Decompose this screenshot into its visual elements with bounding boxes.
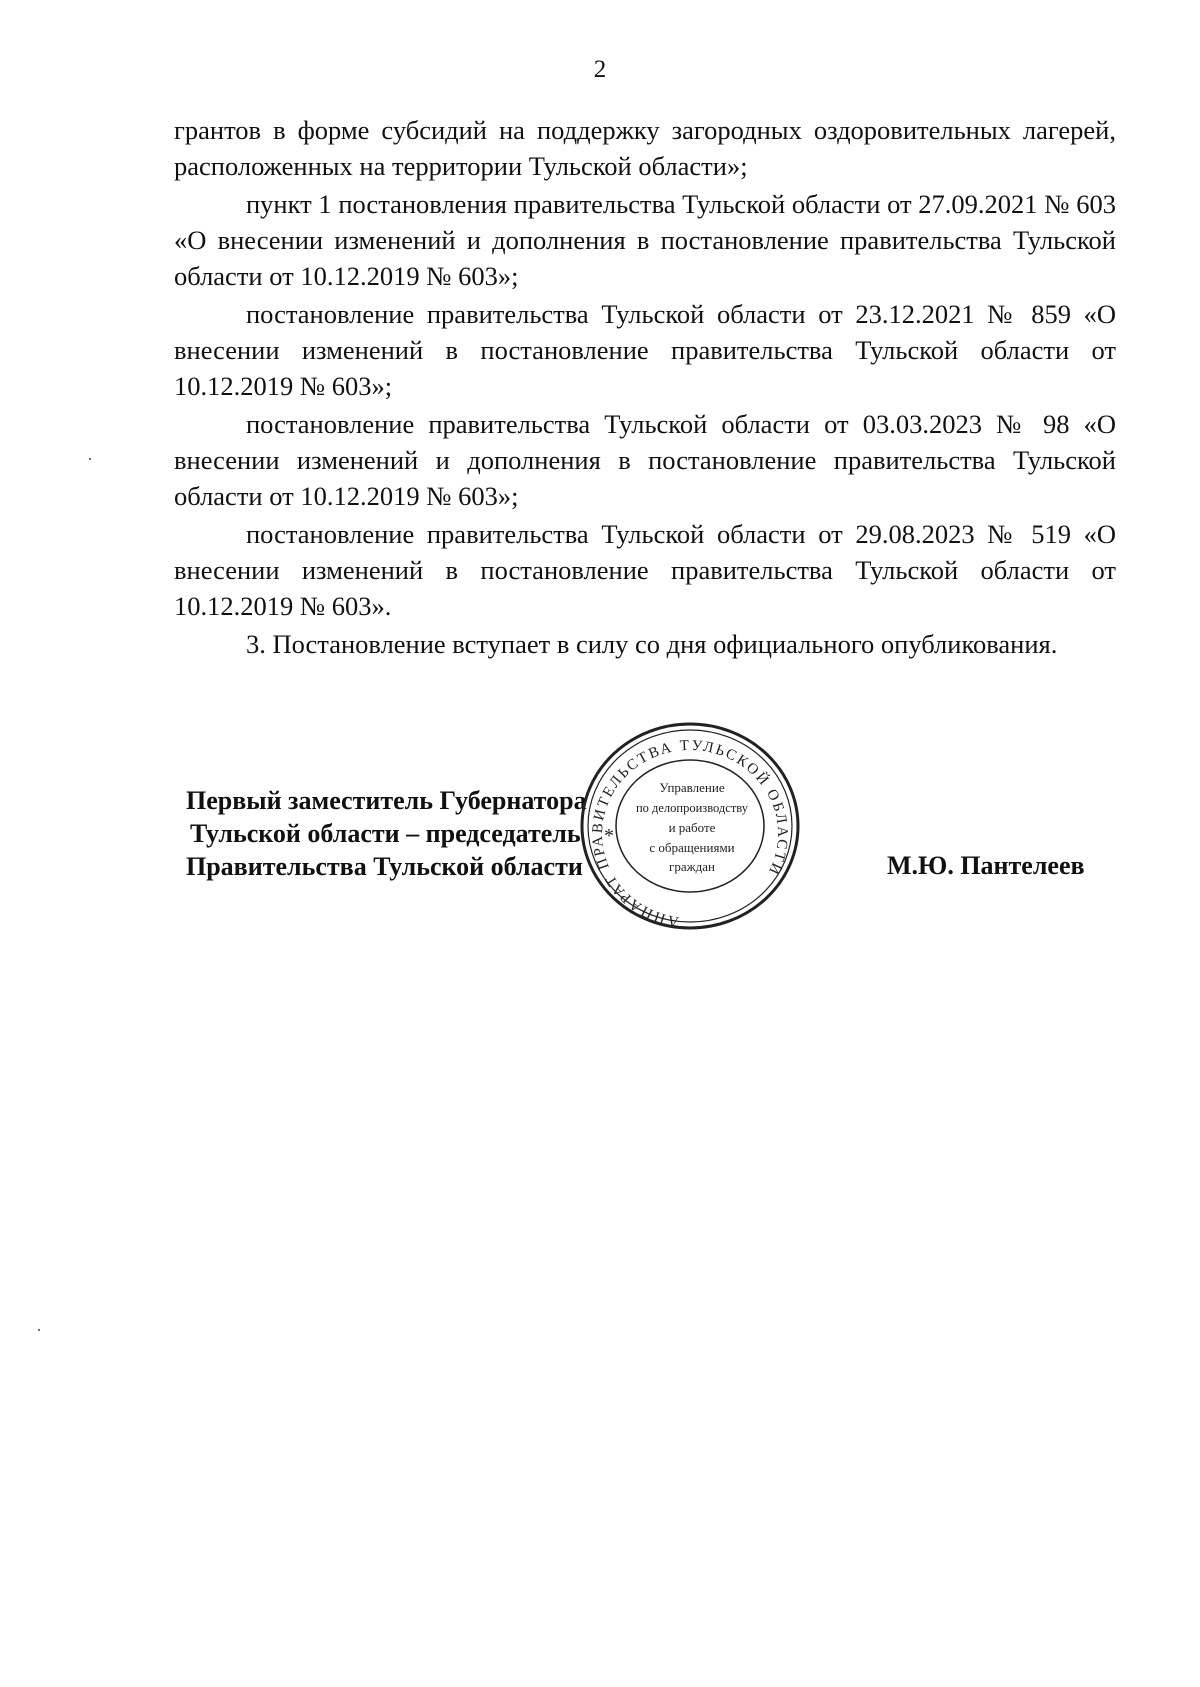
paragraph-repeal-item-4: постановление правительства Тульской области от 29.08.2023 № 519 «О внесении изменений в постановление правительства Тульской области от 10.12.2019 № 603». [174,519,1116,621]
paragraph-repeal-item-3: постановление правительства Тульской области от 03.03.2023 № 98 «О внесении изменений и дополнения в постановление правительства Тульской области от 10.12.2019 № 603»; [174,409,1116,511]
stamp-inner-text: с обращениями [649,840,735,855]
stamp-outer-text: АППАРАТ ПРАВИТЕЛЬСТВА ТУЛЬСКОЙ ОБЛАСТИ [589,737,791,930]
stamp-star-icon: * [604,825,614,847]
stamp-inner-text: по делопроизводству [635,801,749,815]
stamp-inner-text: граждан [669,859,715,874]
paragraph-entry-into-force: 3. Постановление вступает в силу со дня официального опубликования. [246,629,1058,659]
paragraph-repeal-item-2: постановление правительства Тульской области от 23.12.2021 № 859 «О внесении изменений в постановление правительства Тульской области от 10.12.2019 № 603»; [174,299,1116,401]
scan-speck [89,458,91,460]
signatory-name: М.Ю. Пантелеев [887,851,1085,880]
signatory-position-line: Правительства Тульской области [186,852,583,881]
stamp-inner-text: Управление [659,780,725,795]
official-stamp [574,718,806,934]
page-number: 2 [593,56,607,83]
signatory-position [186,784,587,883]
paragraph-repeal-item-1: пункт 1 постановления правительства Тульской области от 27.09.2021 № 603 «О внесении изменений и дополнения в постановление правительства Тульской области от 10.12.2019 № 603»; [174,189,1116,291]
document-body [174,112,1116,664]
paragraph-grants-continuation: грантов в форме субсидий на поддержку загородных оздоровительных лагерей, расположенных на территории Тульской области»; [174,115,1116,181]
signatory-position-line: Тульской области – председатель [190,819,581,848]
stamp-inner-text: и работе [668,820,716,835]
signatory-position-line: Первый заместитель Губернатора [186,786,587,815]
scan-speck [38,1329,40,1331]
